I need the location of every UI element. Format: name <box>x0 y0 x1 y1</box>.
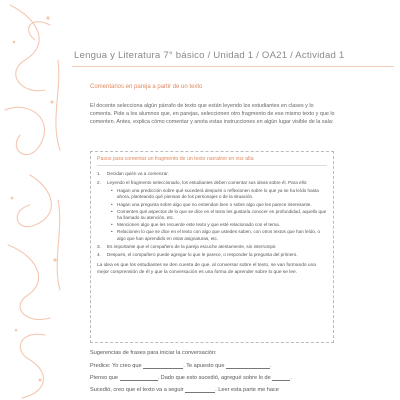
closing-note: La idea es que los estudiantes se den cuenta de que, al conversar sobre el texto, se van formando una mejor comprensión de él y que la conversación es una forma de aprender sobre lo que se lee. <box>97 263 316 275</box>
fill-blank <box>120 375 158 381</box>
phrase-text: Predice: Yo creo que <box>90 363 144 369</box>
bullet-icon: • <box>111 229 113 235</box>
step-text: Es importante que el compañero de la pareja escuche atentamente, sin interrumpir. <box>107 243 277 249</box>
header-divider <box>72 66 394 67</box>
instructions-box <box>90 151 334 343</box>
substep-item <box>111 229 327 241</box>
step-item <box>97 244 327 251</box>
substep-item <box>111 188 327 200</box>
intro-paragraph: El docente selecciona algún párrafo de texto que están leyendo los estudiantes en clases y lo comenta. Pide a los alumnos que, en parejas, seleccionen otro fragmento de ese mismo texto y que lo comenten. Antes, explica cómo comentar y anota estas instrucciones en algún lugar visible de la sala: <box>90 103 335 126</box>
substep-item <box>111 202 327 208</box>
section-title: Comentarios en pareja a partir de un texto <box>90 84 203 90</box>
phrase-text: . <box>270 363 272 369</box>
substep-text: Relacionen lo que se dice en el texto con algo que ustedes saben, con otros textos que han leído, o algo que han aprendido en otras asignaturas, etc. <box>117 229 321 241</box>
step-number: 4. <box>97 252 101 258</box>
phrase-text: . Dado que esto sucedió, agregué sobre lo de <box>157 375 273 381</box>
instructions-divider <box>97 165 327 166</box>
fill-blank <box>272 375 290 381</box>
phrase-text: . Leer esta parte me hace <box>215 387 279 393</box>
substep-text: Comenten qué aspectos de lo que se dice en el texto les gustaría conocer en profundidad, aquello que ha llamado su atención, etc. <box>117 208 327 220</box>
phrases-subtitle: Sugerencias de frases para iniciar la conversación: <box>90 350 217 356</box>
fill-blank <box>143 363 183 369</box>
step-item <box>97 252 327 259</box>
conversation-line <box>90 375 334 381</box>
fill-blank <box>185 387 215 393</box>
step-number: 1. <box>97 171 101 176</box>
phrase-text: Sucedió, creo que el texto va a seguir <box>90 387 186 393</box>
steps-list <box>97 171 327 186</box>
page-header: Lengua y Literatura 7° básico / Unidad 1 / OA21 / Actividad 1 <box>74 50 345 61</box>
conversation-line <box>90 387 334 393</box>
substeps-list <box>111 188 327 242</box>
bullet-icon: • <box>111 188 113 194</box>
step-text: Leyendo el fragmento seleccionado, los estudiantes deben comentar sus ideas sobre él. Para ello: <box>107 179 308 185</box>
bullet-icon: • <box>111 201 113 207</box>
phrase-text: . <box>290 375 292 381</box>
step-text: Decidan quién va a comenzar. <box>107 171 169 176</box>
decorative-flourish-border <box>0 0 70 400</box>
steps-list-continued <box>97 244 327 259</box>
step-item <box>97 180 327 187</box>
instructions-title: Pasos para comentar un fragmento de un texto narrativo en voz alta <box>97 156 254 162</box>
step-number: 2. <box>97 179 101 185</box>
step-text: Después, el compañero puede agregar lo que le parece, o responder la pregunta del primero. <box>107 252 298 258</box>
conversation-line <box>90 363 334 369</box>
phrase-text: Pienso que <box>90 375 120 381</box>
step-number: 3. <box>97 243 101 249</box>
bullet-icon: • <box>111 208 113 214</box>
phrase-text: . Te apuesto que <box>183 363 227 369</box>
substep-text: Hagan una pregunta sobre algo que no entiendan bien o sobre algo que les parece interesante. <box>117 201 312 207</box>
substep-item <box>111 222 327 228</box>
fill-blank <box>226 363 270 369</box>
substep-item <box>111 209 327 221</box>
substep-text: Mencionen algo que les recuerde este texto y que esté relacionado con el tema. <box>117 222 280 228</box>
substep-text: Hagan una predicción sobre qué sucederá después o reflexionen sobre lo que ya se ha leído hasta ahora, planteando qué piensan de los personajes o de la situación. <box>117 188 319 200</box>
step-item <box>97 171 327 178</box>
bullet-icon: • <box>111 222 113 228</box>
